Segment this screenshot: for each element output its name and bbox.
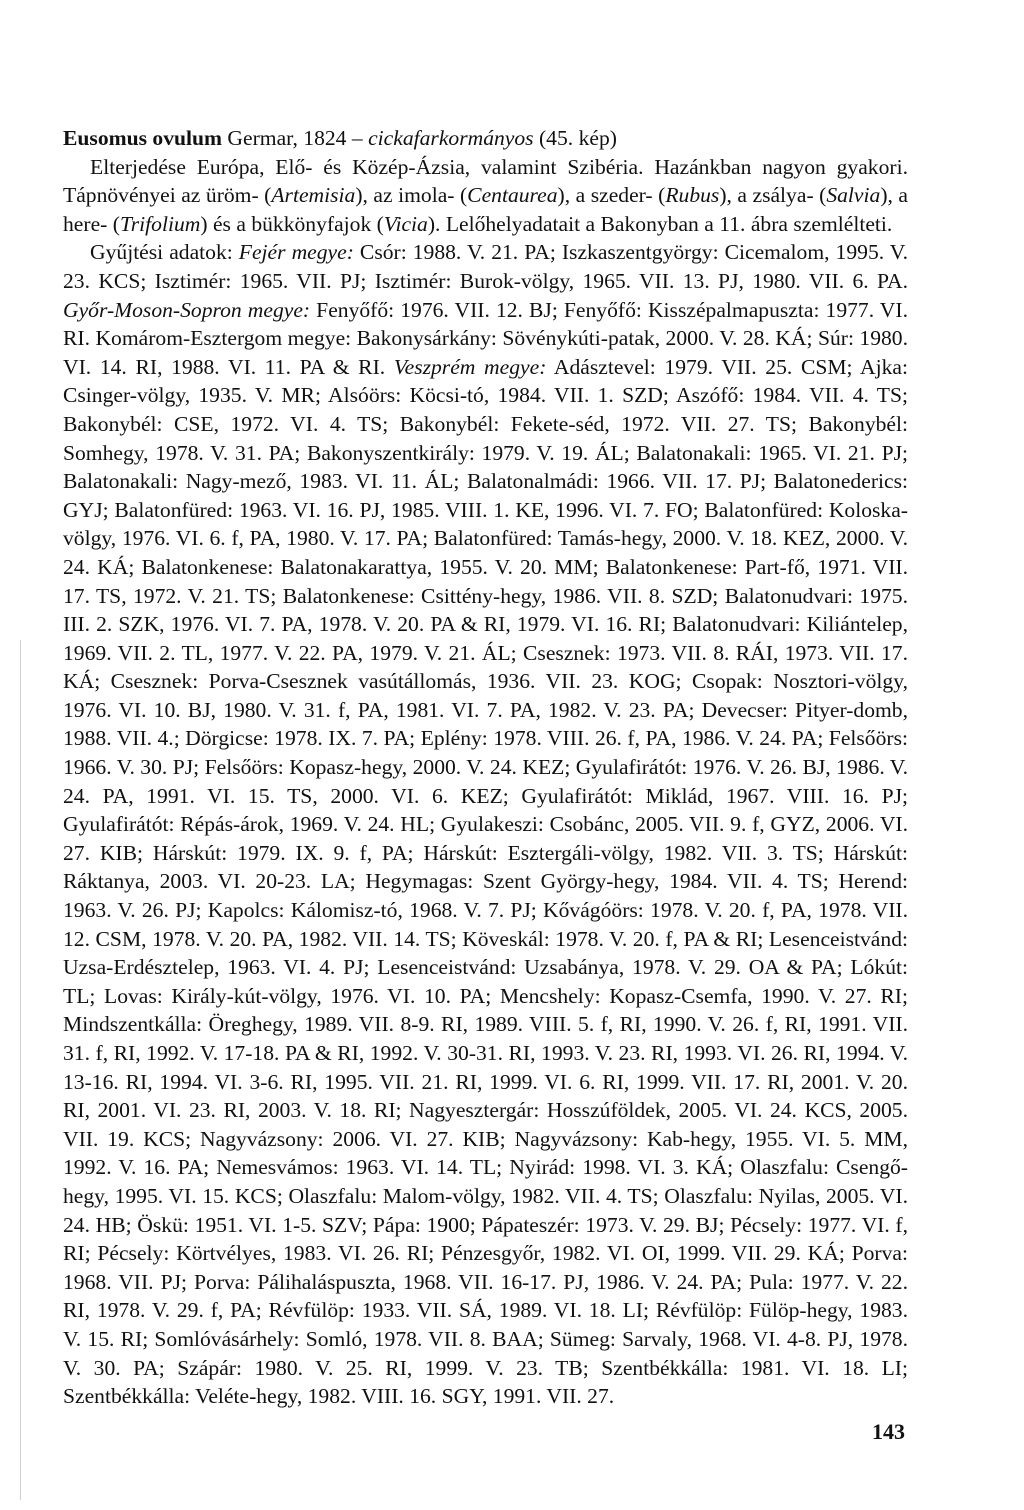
collection-italic-term: Veszprém megye: — [393, 354, 547, 379]
species-name: Eusomus ovulum — [63, 126, 223, 150]
species-entry — [63, 124, 908, 1411]
species-common-name: cickafarkormányos — [368, 126, 534, 150]
description-text: Elterjedése Európa, Elő- és Közép-Ázsia, valamint Szibéria. Hazánkban nagyon gyakori. Tápnövényei az üröm- ( — [63, 154, 908, 208]
picture-reference: (45. kép) — [533, 126, 617, 150]
species-heading — [63, 124, 908, 153]
description-text: ), a zsálya- ( — [719, 183, 827, 208]
description-italic-term: Rubus — [665, 183, 720, 208]
description-text: ), az imola- ( — [355, 183, 468, 208]
description-text: ), a here- ( — [63, 183, 908, 236]
collection-text: Csór: 1988. V. 21. PA; Iszkaszentgyörgy: Cicemalom, 1995. V. 23. KCS; Isztimér: 1965. VII. PJ; Isztimér: Burok-völgy, 1965. VII. 13. PJ, 1980. VII. 6. PA. — [63, 240, 908, 293]
collection-italic-term: Fejér megye: — [238, 240, 354, 265]
description-text: ), a szeder- ( — [557, 183, 666, 208]
description-italic-term: Trifolium — [119, 211, 201, 236]
description-text: ). Lelőhelyadatait a Bakonyban a 11. ábra szemlélteti. — [427, 211, 893, 236]
collection-text: Adásztevel: 1979. VII. 25. CSM; Ajka: Csinger-völgy, 1935. V. MR; Alsóörs: Köcsi-tó, 1984. VII. 1. SZD; Aszófő: 1984. VII. 4. TS; Bakonybél: CSE, 1972. VI. 4. TS; Bakonybél: Fekete-séd, 1972. VII. 27. TS; Bakonybél: Somhegy, 1978. V. 31. PA; Bakonyszentkirály: 1979. V. 19. ÁL; Balatonakali: 1965. VI. 21. PJ; Balatonakali: Nagy-mező, 1983. VI. 11. ÁL; Balatonalmádi: 1966. VII. 17. PJ; Balatonederics: GYJ; Balatonfüred: 1963. VI. 16. PJ, 1985. VIII. 1. KE, 1996. VI. 7. FO; Balatonfüred: Koloska-völgy, 1976. VI. 6. f, PA, 1980. V. 17. PA; Balatonfüred: Tamás-hegy, 2000. V. 18. KEZ, 2000. V. 24. KÁ; Balatonkenese: Balatonakarattya, 1955. V. 20. MM; Balatonkenese: Part-fő, 1971. VII. 17. TS, 1972. V. 21. TS; Balatonkenese: Csittény-hegy, 1986. VII. 8. SZD; Balatonudvari: 1975. III. 2. SZK, 1976. VI. 7. PA, 1978. V. 20. PA & RI, 1979. VI. 16. RI; Balatonudvari: Kiliántelep, 1969. VII. 2. TL, 1977. V. 22. PA, 1979. V. 21. ÁL; Csesznek: 1973. VII. 8. RÁI, 1973. VII. 17. KÁ; Csesznek: Porva-Csesznek vasútállomás, 1936. VII. 23. KOG; Csopak: Nosztori-völgy, 1976. VI. 10. BJ, 1980. V. 31. f, PA, 1981. VI. 7. PA, 1982. V. 23. PA; Devecser: Pityer-domb, 1988. VII. 4.; Dörgicse: 1978. IX. 7. PA; Eplény: 1978. VIII. 26. f, PA, 1986. V. 24. PA; Felsőörs: 1966. V. 30. PJ; Felsőörs: Kopasz-hegy, 2000. V. 24. KEZ; Gyulafirátót: 1976. V. 26. BJ, 1986. V. 24. PA, 1991. VI. 15. TS, 2000. VI. 6. KEZ; Gyulafirátót: Miklád, 1967. VIII. 16. PJ; Gyulafirátót: Répás-árok, 1969. V. 24. HL; Gyulakeszi: Csobánc, 2005. VII. 9. f, GYZ, 2006. VI. 27. KIB; Hárskút: 1979. IX. 9. f, PA; Hárskút: Esztergáli-völgy, 1982. VII. 3. TS; Hárskút: Ráktanya, 2003. VI. 20-23. LA; Hegymagas: Szent György-hegy, 1984. VII. 4. TS; Herend: 1963. V. 26. PJ; Kapolcs: Kálomisz-tó, 1968. V. 7. PJ; Kővágóörs: 1978. V. 20. f, PA, 1978. VII. 12. CSM, 1978. V. 20. PA, 1982. VII. 14. TS; Köveskál: 1978. V. 20. f, PA & RI; Lesenceistvánd: Uzsa-Erdésztelep, 1963. VI. 4. PJ; Lesenceistvánd: Uzsabánya, 1978. V. 29. OA & PA; Lókút: TL; Lovas: Király-kút-völgy, 1976. VI. 10. PA; Mencshely: Kopasz-Csemfa, 1990. V. 27. RI; Mindszentkálla: Öreghegy, 1989. VII. 8-9. RI, 1989. VIII. 5. f, RI, 1990. V. 26. f, RI, 1991. VII. 31. f, RI, 1992. V. 17-18. PA & RI, 1992. V. 30-31. RI, 1993. V. 23. RI, 1993. VI. 26. RI, 1994. V. 13-16. RI, 1994. VI. 3-6. RI, 1995. VII. 21. RI, 1999. VI. 6. RI, 1999. VII. 17. RI, 2001. V. 20. RI, 2001. VI. 23. RI, 2003. V. 18. RI; Nagyesztergár: Hosszúföldek, 2005. VI. 24. KCS, 2005. VII. 19. KCS; Nagyvázsony: 2006. VI. 27. KIB; Nagyvázsony: Kab-hegy, 1955. VI. 5. MM, 1992. V. 16. PA; Nemesvámos: 1963. VI. 14. TL; Nyirád: 1998. VI. 3. KÁ; Olaszfalu: Csengő-hegy, 1995. VI. 15. KCS; Olaszfalu: Malom-völgy, 1982. VII. 4. TS; Olaszfalu: Nyilas, 2005. VI. 24. HB; Öskü: 1951. VI. 1-5. SZV; Pápa: 1900; Pápateszér: 1973. V. 29. BJ; Pécsely: 1977. VI. f, RI; Pécsely: Körtvélyes, 1983. VI. 26. RI; Pénzesgyőr, 1982. VI. OI, 1999. VII. 29. KÁ; Porva: 1968. VII. PJ; Porva: Pálihaláspuszta, 1968. VII. 16-17. PJ, 1986. V. 24. PA; Pula: 1977. V. 22. RI, 1978. V. 29. f, PA; Révfülöp: 1933. VII. SÁ, 1989. VI. 18. LI; Révfülöp: Fülöp-hegy, 1983. V. 15. RI; Somlóvásárhely: Somló, 1978. VII. 8. BAA; Sümeg: Sarvaly, 1968. VI. 4-8. PJ, 1978. V. 30. PA; Szápár: 1980. V. 25. RI, 1999. V. 23. TB; Szentbékkálla: 1981. VI. 18. LI; Szentbékkálla: Veléte-hegy, 1982. VIII. 16. SGY, 1991. VII. 27. — [63, 354, 908, 1409]
collection-text: Gyűjtési adatok: — [90, 240, 239, 265]
description-text: ) és a bükkönyfajok ( — [200, 211, 384, 236]
collection-data-paragraph — [63, 238, 908, 1410]
distribution-paragraph — [63, 153, 908, 239]
collection-italic-term: Győr-Moson-Sopron megye: — [63, 297, 311, 322]
page-number: 143 — [872, 1419, 905, 1444]
scan-edge-line — [20, 640, 21, 1500]
species-author: Germar, 1824 – — [222, 126, 369, 150]
collection-text: Fenyőfő: 1976. VII. 12. BJ; Fenyőfő: Kisszépalmapuszta: 1977. VI. RI. Komárom-Esztergom megye: Bakonysárkány: Sövénykúti-patak, 2000. V. 28. KÁ; Súr: 1980. VI. 14. RI, 1988. VI. 11. PA & RI. — [63, 297, 908, 379]
description-italic-term: Salvia — [826, 183, 881, 208]
description-italic-term: Vicia — [383, 211, 428, 236]
description-italic-term: Artemisia — [271, 183, 356, 208]
description-italic-term: Centaurea — [467, 183, 558, 208]
